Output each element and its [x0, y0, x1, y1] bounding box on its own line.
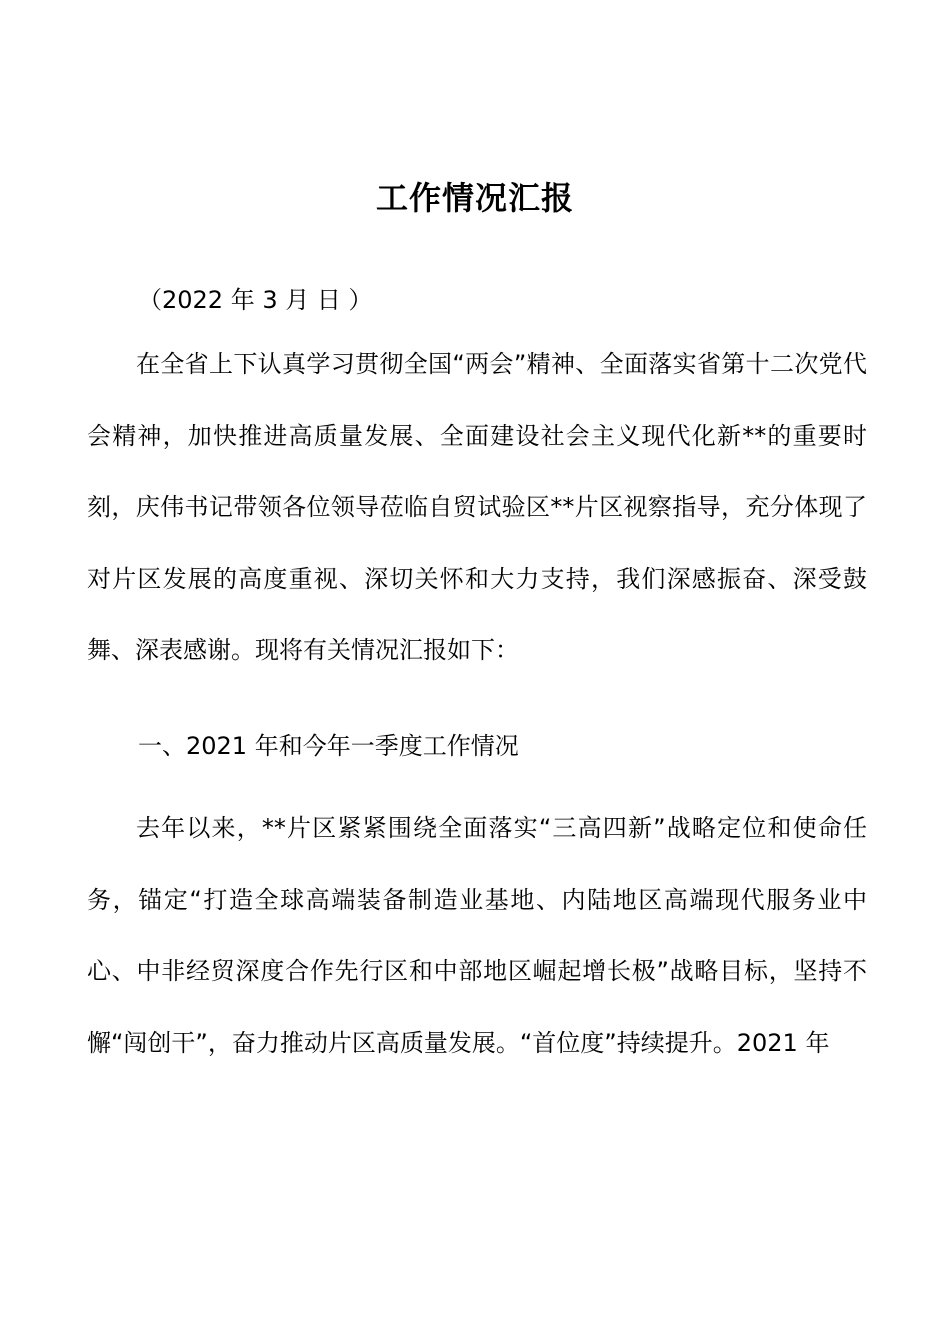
paragraph-body: 去年以来，**片区紧紧围绕全面落实“三高四新”战略定位和使命任务，锚定“打造全球高端装备制造业基地、内陆地区高端现代服务业中心、中非经贸深度合作先行区和中部地区崛起增长极”战略目标，坚持不懈“闯创干”，奋力推动片区高质量发展。“首位度”持续提升。2021 年 [87, 814, 867, 1057]
paragraph-intro: 在全省上下认真学习贯彻全国“两会”精神、全面落实省第十二次党代会精神，加快推进高质量发展、全面建设社会主义现代化新**的重要时刻，庆伟书记带领各位领导莅临自贸试验区**片区视察指导，充分体现了对片区发展的高度重视、深切关怀和大力支持，我们深感振奋、深受鼓舞、深表感谢。现将有关情况汇报如下： [87, 350, 867, 664]
section-heading: 一、2021 年和今年一季度工作情况 [138, 732, 519, 760]
document-title: 工作情况汇报 [375, 179, 574, 217]
date-line: （2022 年 3 月 日 ） [138, 286, 373, 314]
